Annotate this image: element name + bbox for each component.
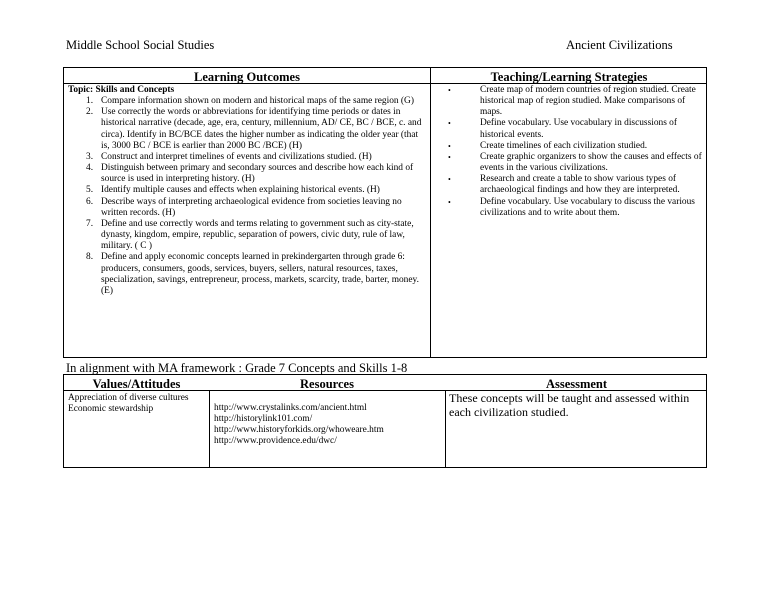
item-text: Compare information shown on modern and historical maps of the same region (G) <box>101 96 414 107</box>
bullet-icon: • <box>448 119 451 129</box>
topic-heading: Topic: Skills and Concepts <box>68 85 175 95</box>
item-number: 4. <box>86 163 94 174</box>
item-number: 8. <box>86 252 94 263</box>
learning-outcomes-content <box>68 85 428 297</box>
list-item <box>444 85 706 118</box>
assessment-content: These concepts will be taught and assessed within each civilization studied. <box>449 391 690 419</box>
list-item <box>444 141 706 152</box>
item-number: 6. <box>86 196 94 207</box>
bullet-icon: • <box>448 197 451 207</box>
list-item <box>68 163 428 185</box>
bullet-icon: • <box>448 86 451 95</box>
outcomes-list <box>68 96 428 297</box>
resource-link[interactable]: http://www.providence.edu/dwc/ <box>214 436 337 447</box>
item-text: Use correctly the words or abbreviations for identifying time periods or dates in historical narrative (decade, age, era, century, millennium, AD/ CE, BC / BCE, c. and circa). Identify in BC/BCE dates the higher number as indicating the older year (that is, 3000 BC / BCE is earlier than 2000 BC /BCE) (H) <box>101 107 422 151</box>
item-number: 7. <box>86 218 94 229</box>
outcomes-strategies-table <box>63 67 707 358</box>
resource-link[interactable]: http://www.crystalinks.com/ancient.html <box>214 403 367 413</box>
bullet-icon: • <box>448 175 451 185</box>
list-item <box>444 152 706 174</box>
values-attitudes-title: Values/Attitudes <box>92 377 181 391</box>
framework-alignment: In alignment with MA framework : Grade 7 Concepts and Skills 1-8 <box>66 361 408 375</box>
resources-content <box>214 403 442 448</box>
list-item <box>68 96 428 107</box>
item-text: Construct and interpret timelines of events and civilizations studied. (H) <box>101 151 372 162</box>
item-text: Research and create a table to show various types of archaeological findings and how they are interpreted. <box>480 174 680 196</box>
item-text: Distinguish between primary and secondary sources and describe how each kind of source is used in interpreting history. (H) <box>101 163 414 185</box>
values-line: Economic stewardship <box>68 404 154 415</box>
teaching-strategies-title: Teaching/Learning Strategies <box>490 70 648 84</box>
values-line: Appreciation of diverse cultures <box>68 393 189 403</box>
item-text: Define vocabulary. Use vocabulary to discuss the various civilizations and to write about them. <box>480 196 695 218</box>
list-item <box>68 252 428 297</box>
column-divider <box>209 390 210 467</box>
bullet-icon: • <box>448 141 451 151</box>
item-text: Define and use correctly words and terms relating to government such as city-state, dynasty, kingdom, empire, republic, separation of powers, civic duty, rule of law, military. ( C ) <box>101 218 414 252</box>
item-number: 1. <box>86 96 94 107</box>
item-text: Define and apply economic concepts learned in prekindergarten through grade 6: producers, consumers, goods, services, buyers, sellers, natural resources, taxes, specialization, savings, entrepreneur, process, markets, scarcity, trade, barter, money. (E) <box>101 252 419 296</box>
item-text: Describe ways of interpreting archaeological evidence from societies leaving no written records. (H) <box>101 196 402 218</box>
learning-outcomes-title: Learning Outcomes <box>194 70 300 84</box>
item-text: Create graphic organizers to show the causes and effects of events in the various civilizations. <box>480 151 702 174</box>
resources-title: Resources <box>300 377 354 391</box>
column-divider <box>445 390 446 467</box>
item-text: Identify multiple causes and effects when explaining historical events. (H) <box>101 185 380 196</box>
item-text: Create map of modern countries of region studied. Create historical map of region studied. Make comparisons of maps. <box>480 85 696 118</box>
list-item <box>68 152 428 163</box>
values-resources-assessment-table <box>63 374 707 468</box>
header-left: Middle School Social Studies <box>66 38 215 52</box>
item-number: 2. <box>86 107 94 118</box>
resource-link[interactable]: http://www.historyforkids.org/whoweare.htm <box>214 425 384 436</box>
values-attitudes-content <box>68 393 208 415</box>
item-text: Define vocabulary. Use vocabulary in discussions of historical events. <box>480 118 677 140</box>
item-number: 3. <box>86 151 94 162</box>
item-text: Create timelines of each civilization studied. <box>480 140 648 151</box>
teaching-strategies-content <box>444 85 706 219</box>
list-item <box>68 197 428 219</box>
bullet-icon: • <box>448 152 451 162</box>
list-item <box>444 118 706 140</box>
strategies-list <box>444 85 706 219</box>
list-item <box>68 185 428 196</box>
resource-link[interactable]: http://historylink101.com/ <box>214 414 313 425</box>
header-right: Ancient Civilizations <box>566 38 673 52</box>
assessment-title: Assessment <box>545 377 608 391</box>
list-item <box>444 197 706 219</box>
column-divider <box>430 68 431 357</box>
item-number: 5. <box>86 185 94 196</box>
list-item <box>68 219 428 252</box>
list-item <box>68 107 428 152</box>
list-item <box>444 174 706 196</box>
